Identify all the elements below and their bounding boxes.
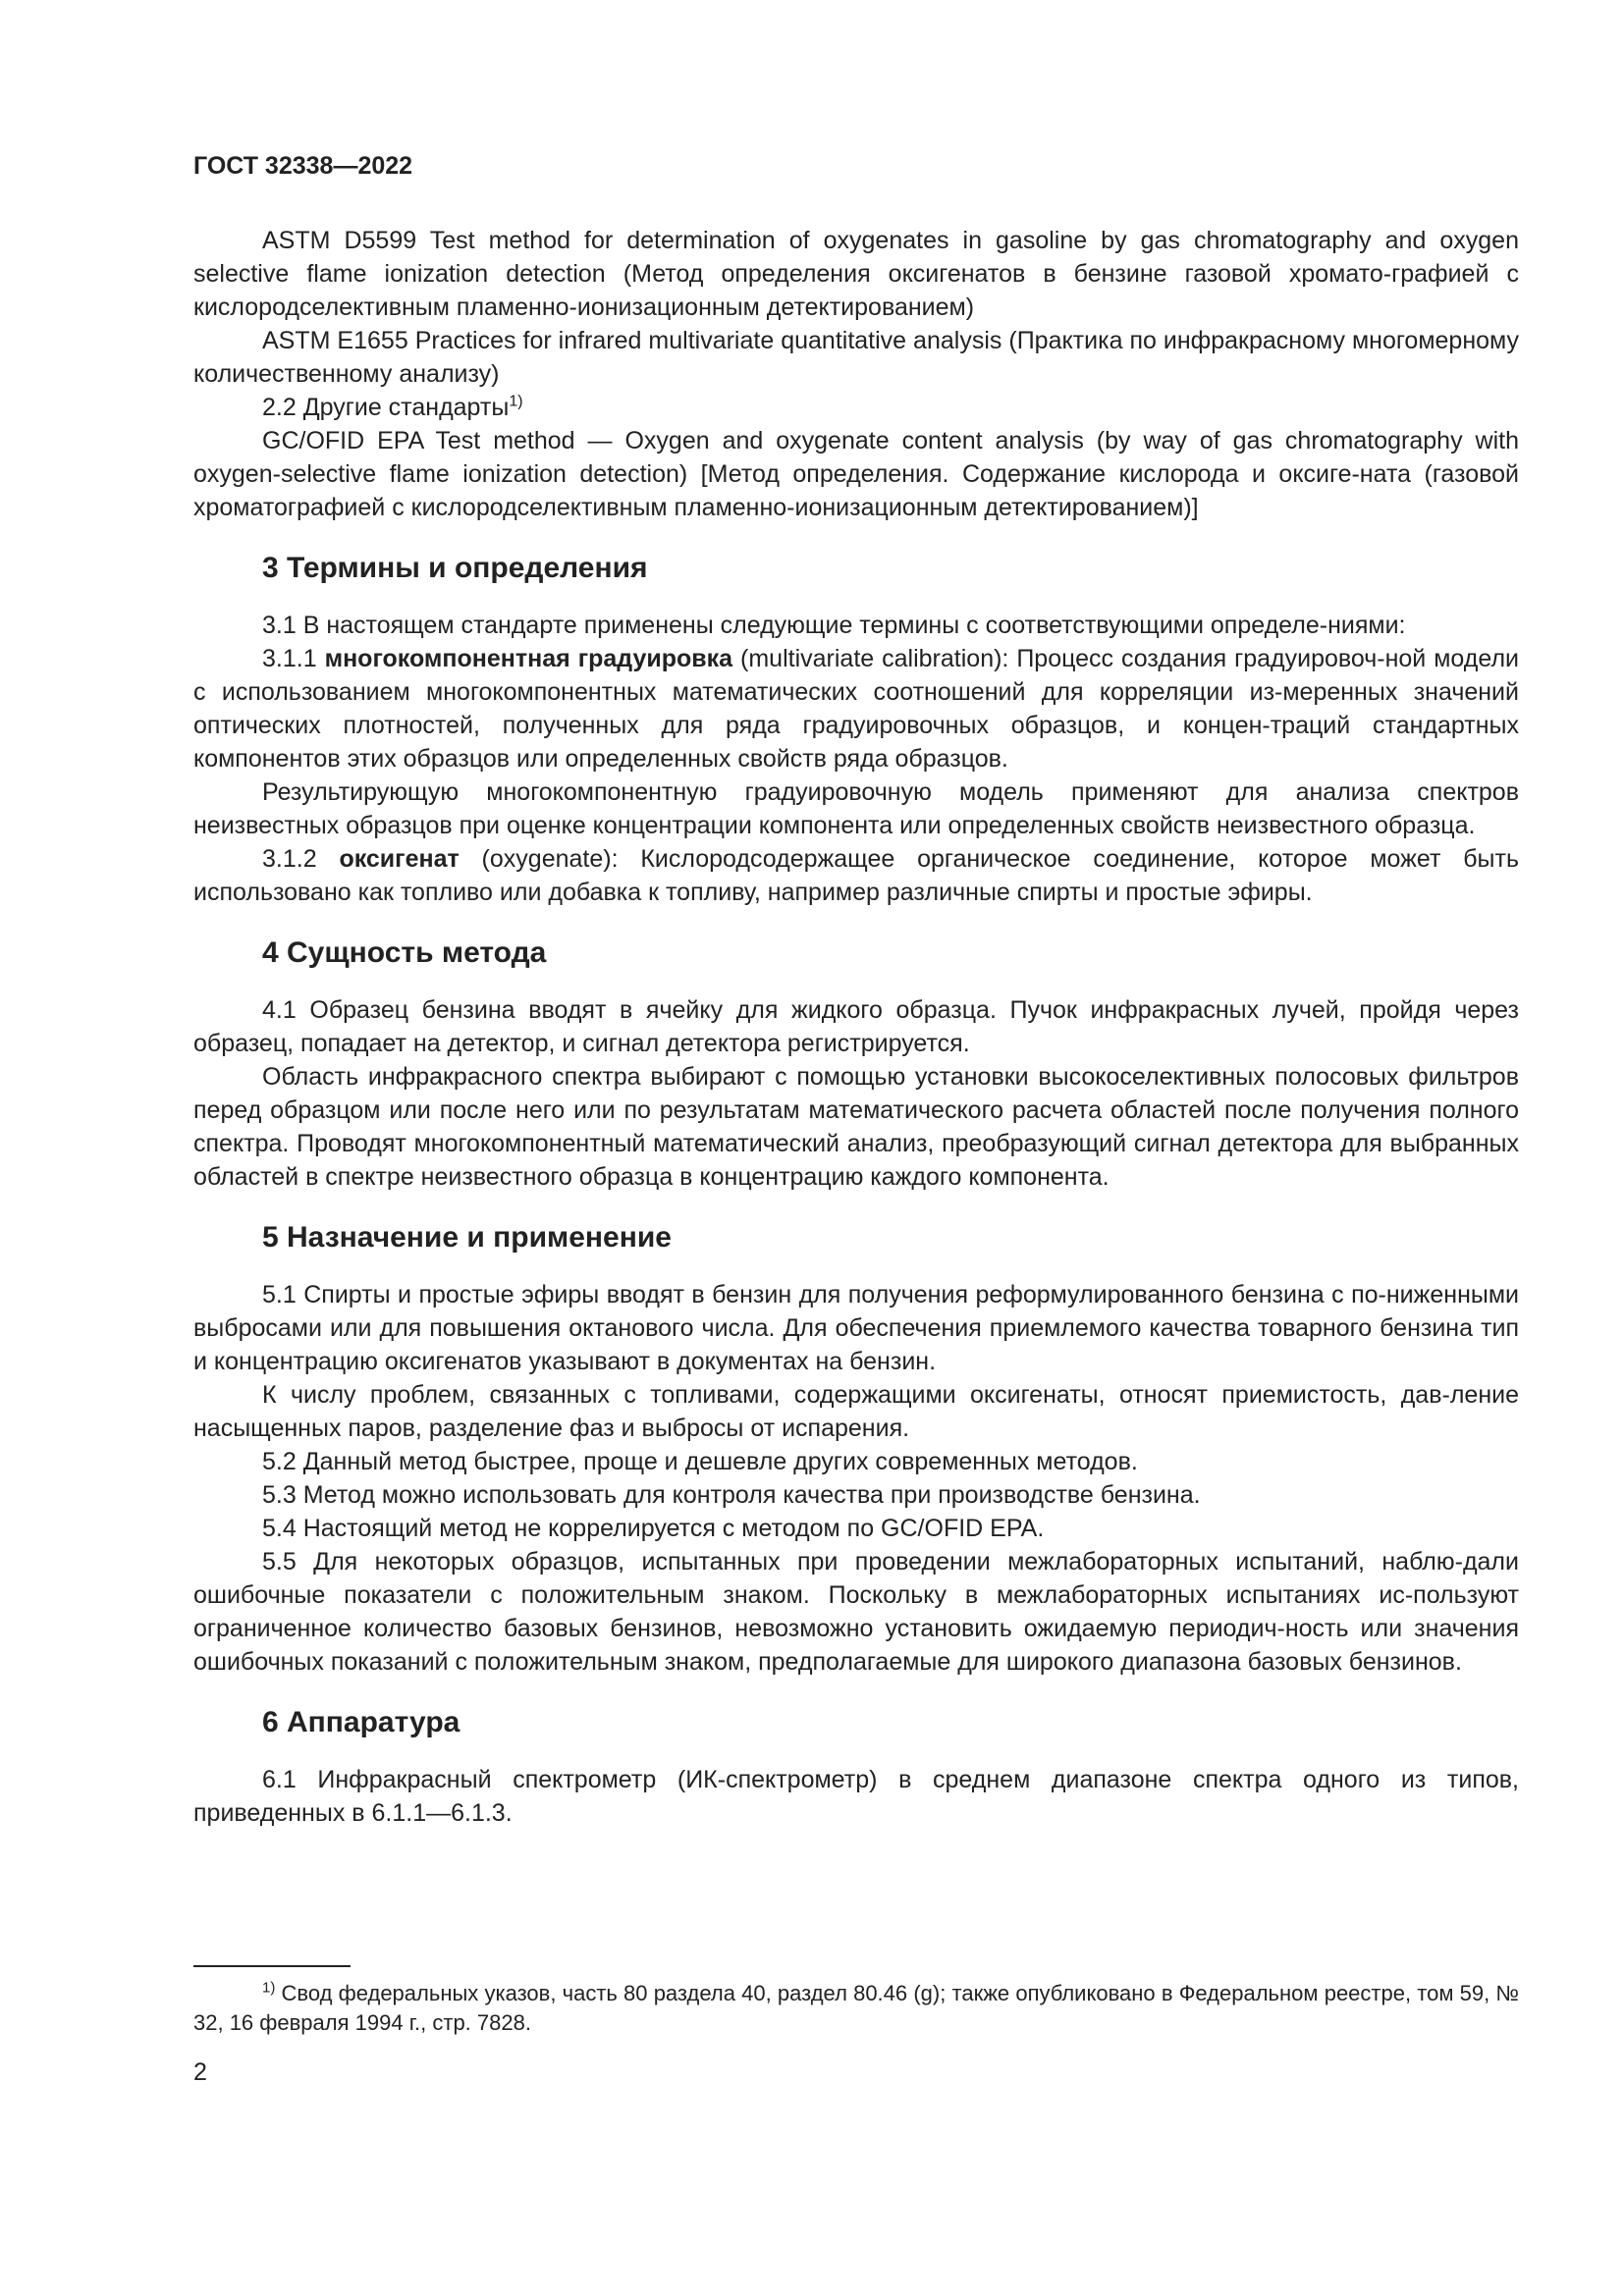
footnote: [193, 1979, 1519, 2038]
section-6-heading: 6 Аппаратура: [262, 1706, 460, 1738]
para-3-1-1-cont: Результирующую многокомпонентную градуировочную модель применяют для анализа спектров неизвестных образцов при оценке концентрации компонента или определенных свойств неизвестного образца.: [193, 778, 1519, 839]
term-1-number: 3.1.1: [262, 645, 325, 672]
ref-astm-e1655: ASTM E1655 Practices for infrared multivariate quantitative analysis (Практика по инфракрасному многомерному количественному анализу): [193, 327, 1519, 388]
footnote-marker: 1): [509, 393, 523, 410]
other-standards-label: 2.2 Другие стандарты: [262, 394, 510, 421]
para-5-4: 5.4 Настоящий метод не коррелируется с методом по GC/OFID EPA.: [262, 1515, 1045, 1542]
ref-other-standards: [193, 391, 1519, 424]
para-5-2: 5.2 Данный метод быстрее, проще и дешевле других современных методов.: [262, 1448, 1138, 1475]
footnote-number: 1): [262, 1979, 276, 1997]
para-5-1: 5.1 Спирты и простые эфиры вводят в бензин для получения реформулированного бензина с по-ниженными выбросами или для повышения октанового числа. Для обеспечения приемлемого качества товарного бензина тип и концентрацию оксигенатов указывают в документах на бензин.: [193, 1281, 1519, 1375]
term-1: многокомпонентная градуировка: [324, 645, 733, 672]
para-4-1: 4.1 Образец бензина вводят в ячейку для жидкого образца. Пучок инфракрасных лучей, пройдя через образец, попадает на детектор, и сигнал детектора регистрируется.: [193, 996, 1519, 1057]
para-6-1: 6.1 Инфракрасный спектрометр (ИК-спектрометр) в среднем диапазоне спектра одного из типов, приведенных в 6.1.1—6.1.3.: [193, 1766, 1519, 1827]
para-4-1-cont: Область инфракрасного спектра выбирают с помощью установки высокоселективных полосовых фильтров перед образцом или после него или по результатам математического расчета областей после получения полного спектра. Проводят многокомпонентный математический анализ, преобразующий сигнал детектора для выбранных областей в спектре неизвестного образца в концентрацию каждого компонента.: [193, 1063, 1519, 1191]
page-number: 2: [193, 2058, 207, 2086]
term-1-definition: (multivariate calibration): Процесс создания градуировоч-ной модели с использованием многокомпонентных математических соотношений для корреляции из-меренных значений оптических плотностей, полученных для ряда градуировочных образцов, и концен-траций стандартных компонентов этих образцов или определенных свойств ряда образцов.: [193, 645, 1519, 773]
para-5-5: 5.5 Для некоторых образцов, испытанных при проведении межлабораторных испытаний, наблю-дали ошибочные показатели с положительным знаком. Поскольку в межлабораторных испытаниях ис-пользуют ограниченное количество базовых бензинов, невозможно установить ожидаемую периодич-ность или значения ошибочных показаний с положительным знаком, предполагаемые для широкого диапазона базовых бензинов.: [193, 1548, 1519, 1676]
para-5-3: 5.3 Метод можно использовать для контроля качества при производстве бензина.: [262, 1481, 1201, 1509]
para-3-1: 3.1 В настоящем стандарте применены следующие термины с соответствующими определе-ниями:: [262, 612, 1406, 639]
page-body: [193, 224, 1519, 1830]
para-3-1-2: [193, 842, 1519, 909]
term-2-definition: (oxygenate): Кислородсодержащее органическое соединение, которое может быть использовано как топливо или добавка к топливу, например различные спирты и простые эфиры.: [193, 845, 1519, 906]
section-5-heading: 5 Назначение и применение: [262, 1221, 672, 1254]
para-3-1-1: [193, 642, 1519, 775]
section-3-heading: 3 Термины и определения: [262, 552, 648, 584]
term-2-number: 3.1.2: [262, 845, 340, 873]
term-2: оксигенат: [339, 845, 460, 873]
footnote-text: Свод федеральных указов, часть 80 раздела 40, раздел 80.46 (g); также опубликовано в Федеральном реестре, том 59, № 32, 16 февраля 1994 г., стр. 7828.: [193, 1981, 1519, 2035]
section-4-heading: 4 Сущность метода: [262, 936, 547, 969]
document-id: ГОСТ 32338—2022: [193, 152, 413, 180]
ref-gc-ofid: GC/OFID EPA Test method — Oxygen and oxygenate content analysis (by way of gas chromatography with oxygen-selective flame ionization detection) [Метод определения. Содержание кислорода и оксиге-ната (газовой хроматографией с кислородселективным пламенно-ионизационным детектированием)]: [193, 427, 1519, 521]
footnote-divider: [193, 1965, 351, 1967]
ref-astm-d5599: ASTM D5599 Test method for determination of oxygenates in gasoline by gas chromatography and oxygen selective flame ionization detection (Метод определения оксигенатов в бензине газовой хромато-графией с кислородселективным пламенно-ионизационным детектированием): [193, 227, 1519, 321]
para-5-1-cont: К числу проблем, связанных с топливами, содержащими оксигенаты, относят приемистость, дав-ление насыщенных паров, разделение фаз и выбросы от испарения.: [193, 1381, 1519, 1442]
